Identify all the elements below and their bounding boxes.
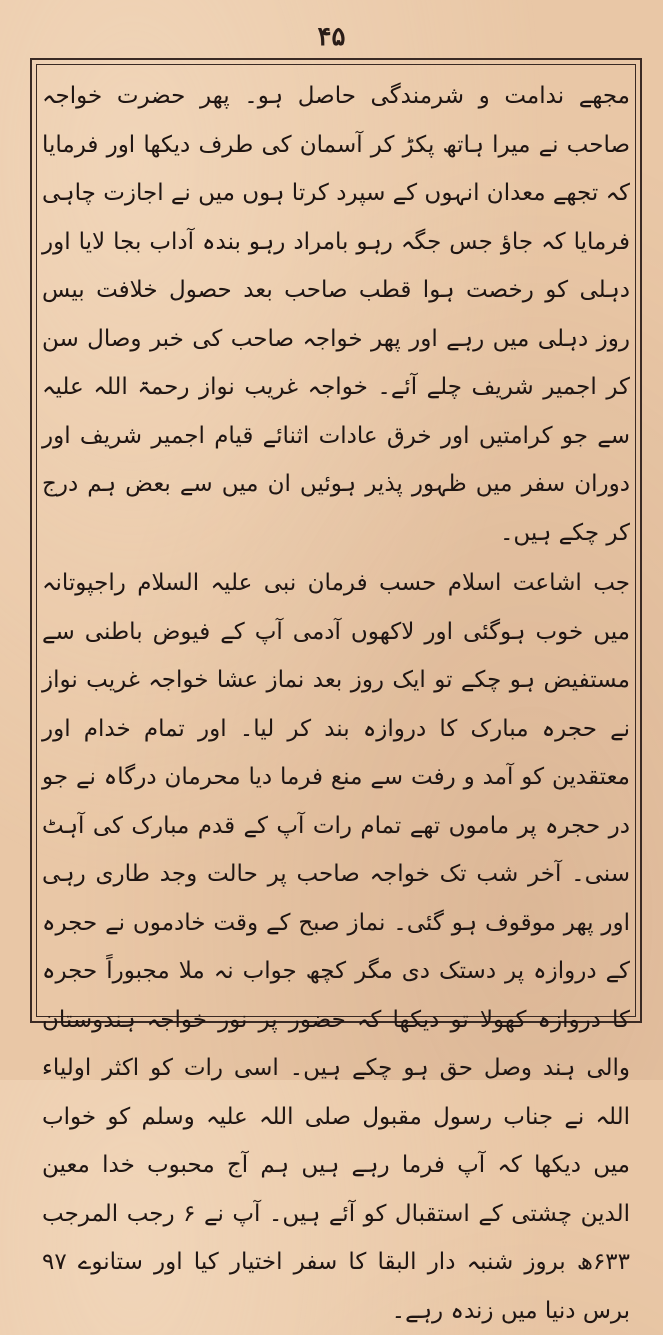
paragraph-2: جب اشاعت اسلام حسب فرمان نبی علیہ السلام راجپوتانہ میں خوب ہوگئی اور لاکھوں آدمی آپ کے فیوض باطنی سے مستفیض ہو چکے تو ایک روز بعد نماز عشا خواجہ غریب نواز نے حجرہ مبارک کا دروازہ بند کر لیا۔ اور تمام خدام اور معتقدین کو آمد و رفت سے منع فرما دیا محرمان درگاہ نے جو در حجرہ پر ماموں تھے تمام رات آپ کے قدم مبارک کی آہٹ سنی۔ آخر شب تک خواجہ صاحب پر حالت وجد طاری رہی اور پھر موقوف ہو گئی۔ نماز صبح کے وقت خادموں نے حجرہ کے دروازہ پر دستک دی مگر کچھ جواب نہ ملا مجبوراً حجرہ کا دروازہ کھولا تو دیکھا کہ حضور پر نور خواجہ ہندوستان والی ہند وصل حق ہو چکے ہیں۔ اسی رات کو اکثر اولیاء اللہ نے جناب رسول مقبول صلی اللہ علیہ وسلم کو خواب میں دیکھا کہ آپ فرما رہے ہیں ہم آج محبوب خدا معین الدین چشتی کے استقبال کو آئے ہیں۔ آپ نے ۶ رجب المرجب ۶۳۳ھ بروز شنبہ دار البقا کا سفر اختیار کیا اور ستانوے ۹۷ برس دنیا میں زندہ رہے۔	[42, 570, 630, 1324]
page-number: ۴۵	[317, 22, 346, 52]
page-text	[42, 72, 630, 1324]
paragraph-1: مجھے ندامت و شرمندگی حاصل ہو۔ پھر حضرت خواجہ صاحب نے میرا ہاتھ پکڑ کر آسمان کی طرف دیکھا اور فرمایا کہ تجھے معدان انہوں کے سپرد کرتا ہوں میں نے اجازت چاہی فرمایا کہ جاؤ جس جگہ رہو بامراد رہو بندہ آداب بجا لایا اور دہلی کو رخصت ہوا قطب صاحب بعد حصول خلافت بیس روز دہلی میں رہے اور پھر خواجہ صاحب کی خبر وصال سن کر اجمیر شریف چلے آئے۔ خواجہ غریب نواز رحمۃ اللہ علیہ سے جو کرامتیں اور خرق عادات اثنائے قیام اجمیر شریف اور دوران سفر میں ظہور پذیر ہوئیں ان میں سے بعض ہم درج کر چکے ہیں۔	[42, 83, 630, 546]
